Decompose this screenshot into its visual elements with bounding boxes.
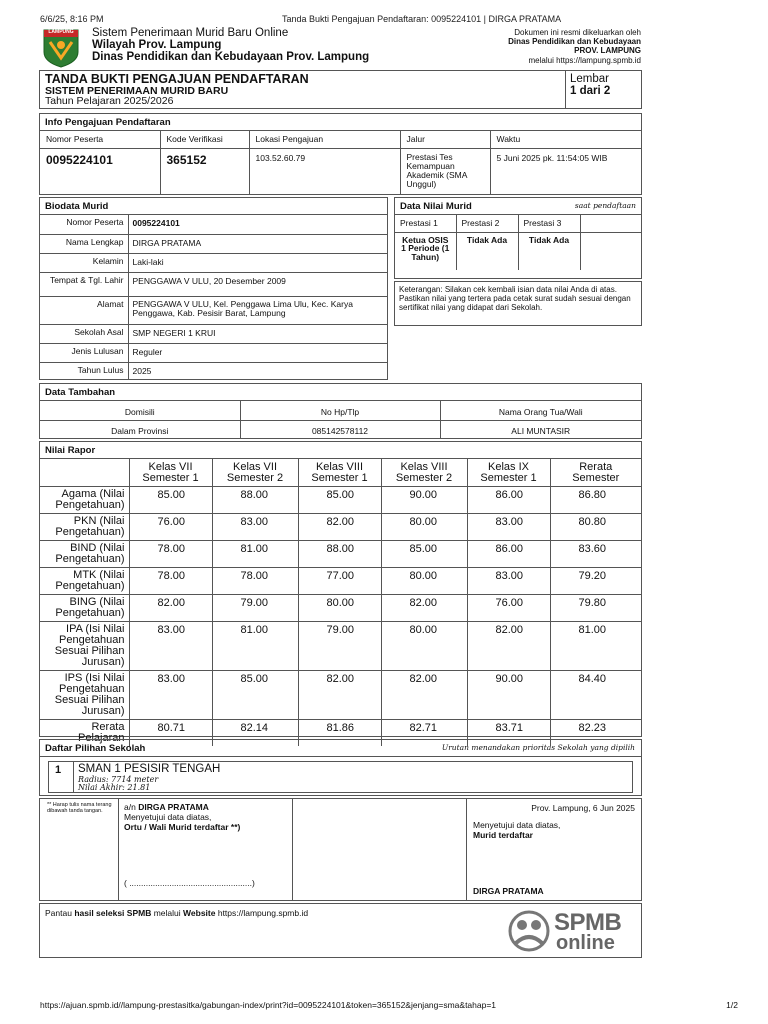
prestasi-value (580, 232, 641, 270)
rapor-value: 77.00 (298, 568, 381, 595)
print-url: https://ajuan.spmb.id//lampung-prestasitka/gabungan-index/print?id=0095224101&token=365152&jenjang=sma&tahap=1 (40, 1000, 497, 1010)
header-right (508, 28, 641, 65)
title-main: TANDA BUKTI PENGAJUAN PENDAFTARAN (45, 72, 309, 86)
print-datetime: 6/6/25, 8:16 PM (40, 14, 104, 24)
rapor-value: 88.00 (298, 541, 381, 568)
header-right-line4: melalui https://lampung.spmb.id (528, 55, 641, 65)
prestasi-header: Prestasi 3 (518, 215, 580, 232)
rapor-value: 80.71 (129, 720, 212, 747)
signature-an-name: DIRGA PRATAMA (138, 802, 209, 812)
rapor-table (40, 459, 641, 746)
rapor-col-header: Kelas VIII Semester 2 (381, 459, 467, 487)
rapor-value: 78.00 (129, 568, 212, 595)
pilihan-radius: Radius: 7714 meter (78, 775, 159, 784)
header-right-line2: Dinas Pendidikan dan Kebudayaan (508, 37, 641, 47)
footer-pantau-mid: melalui (153, 908, 181, 918)
bio-key: Alamat (40, 296, 128, 324)
rapor-value: 83.00 (129, 671, 212, 720)
info-section (39, 113, 642, 195)
rapor-subject: BIND (Nilai Pengetahuan) (40, 541, 129, 568)
rapor-row (40, 622, 641, 671)
pilihan-heading: Daftar Pilihan Sekolah (45, 743, 146, 754)
footer-pantau-bold2: Website (183, 908, 216, 918)
rapor-value: 80.00 (298, 595, 381, 622)
pilihan-nilai-akhir: Nilai Akhir: 21.81 (78, 783, 151, 792)
rapor-value: 82.00 (298, 671, 381, 720)
footer-pantau (45, 908, 308, 918)
rapor-value: 79.00 (298, 622, 381, 671)
biodata-table (40, 215, 387, 380)
print-page: 1/2 (726, 1000, 738, 1010)
nilai-murid-note: saat pendaftaan (574, 201, 636, 210)
info-nomor: 0095224101 (40, 149, 160, 195)
rapor-col-header: Kelas IX Semester 1 (467, 459, 550, 487)
rapor-subject: PKN (Nilai Pengetahuan) (40, 514, 129, 541)
rapor-value: 79.00 (212, 595, 298, 622)
bio-value: SMP NEGERI 1 KRUI (128, 324, 387, 343)
bio-key: Jenis Lulusan (40, 343, 128, 362)
prestasi-header: Prestasi 1 (395, 215, 456, 232)
info-header-kode: Kode Verifikasi (160, 131, 249, 149)
spmb-online-logo (506, 909, 638, 955)
header-dept: Dinas Pendidikan dan Kebudayaan Prov. Lampung (92, 51, 370, 63)
signature-murid-name: DIRGA PRATAMA (473, 886, 544, 896)
lampung-logo (42, 28, 80, 68)
signature-an-prefix: a/n (124, 802, 136, 812)
pilihan-note: Urutan menandakan prioritas Sekolah yang dipilih (441, 743, 635, 752)
rapor-row (40, 595, 641, 622)
keterangan-text: Keterangan: Silakan cek kembali isian data nilai Anda di atas. Pastikan nilai yang tertera pada cetak surat sudah sesuai dengan sertifikat nilai yang didapat dari Sekolah. (399, 285, 631, 312)
rapor-row (40, 671, 641, 720)
rapor-row (40, 487, 641, 514)
rapor-corner (40, 459, 129, 487)
rapor-value: 85.00 (129, 487, 212, 514)
rapor-value: 85.00 (298, 487, 381, 514)
info-lokasi: 103.52.60.79 (249, 149, 400, 195)
rapor-value: 82.71 (381, 720, 467, 747)
rapor-value: 90.00 (381, 487, 467, 514)
prestasi-header (580, 215, 641, 232)
rapor-value: 83.00 (129, 622, 212, 671)
rapor-value: 80.00 (381, 568, 467, 595)
rapor-value: 82.23 (578, 722, 607, 734)
prestasi-header: Prestasi 2 (456, 215, 518, 232)
tambahan-header-ortu: Nama Orang Tua/Wali (440, 401, 641, 420)
rapor-value: 82.00 (381, 595, 467, 622)
biodata-section (39, 197, 388, 380)
rapor-value: 86.80 (550, 487, 641, 514)
nilai-murid-heading: Data Nilai Murid (400, 201, 472, 212)
rapor-value: 80.00 (381, 622, 467, 671)
rapor-value: 78.00 (129, 541, 212, 568)
info-heading: Info Pengajuan Pendaftaran (40, 114, 641, 131)
logo-online-text: online (556, 932, 615, 954)
rapor-value: 82.00 (381, 671, 467, 720)
signature-murid-label: Murid terdaftar (473, 830, 533, 840)
bio-key: Nomor Peserta (40, 215, 128, 234)
rapor-subject: BING (Nilai Pengetahuan) (40, 595, 129, 622)
info-header-nomor: Nomor Peserta (40, 131, 160, 149)
rapor-value: 81.00 (212, 622, 298, 671)
footer-section (39, 903, 642, 958)
rapor-value: 90.00 (467, 671, 550, 720)
info-header-lokasi: Lokasi Pengajuan (249, 131, 400, 149)
prestasi-value: Tidak Ada (456, 232, 518, 270)
tambahan-ortu: ALI MUNTASIR (511, 426, 571, 437)
rapor-value: 86.00 (467, 487, 550, 514)
header-region: Wilayah Prov. Lampung (92, 39, 222, 51)
rapor-value: 82.00 (467, 622, 550, 671)
rapor-col-header: Rerata Semester (550, 459, 641, 487)
rapor-col-header: Kelas VII Semester 1 (129, 459, 212, 487)
sheet-value: 1 dari 2 (570, 84, 611, 97)
rapor-col-header: Kelas VII Semester 2 (212, 459, 298, 487)
signature-agree2: Menyetujui data diatas, (473, 820, 561, 830)
info-waktu: 5 Juni 2025 pk. 11:54:05 WIB (496, 153, 608, 163)
prestasi-value: Tidak Ada (518, 232, 580, 270)
bio-key: Tahun Lulus (40, 362, 128, 380)
biodata-heading: Biodata Murid (40, 198, 387, 215)
info-jalur: Prestasi Tes Kemampuan Akademik (SMA Unggul) (400, 149, 490, 195)
logo-text: LAMPUNG (48, 29, 74, 35)
bio-value: PENGGAWA V ULU, 20 Desember 2009 (128, 272, 387, 296)
rapor-value: 80.00 (381, 514, 467, 541)
rapor-col-header: Kelas VIII Semester 1 (298, 459, 381, 487)
rapor-value: 79.20 (550, 568, 641, 595)
footer-pantau-bold1: hasil seleksi SPMB (74, 908, 152, 918)
signature-dots: ( ....................................................) (124, 878, 255, 888)
rapor-value: 76.00 (467, 595, 550, 622)
rapor-value: 82.14 (212, 720, 298, 747)
pilihan-school: SMAN 1 PESISIR TENGAH (78, 763, 221, 775)
rapor-row (40, 514, 641, 541)
nilai-murid-section (394, 197, 642, 279)
header-right-line3: PROV. LAMPUNG (574, 46, 641, 56)
info-header-waktu: Waktu (490, 131, 641, 149)
bio-key: Sekolah Asal (40, 324, 128, 343)
rapor-subject: Rerata Pelajaran (40, 720, 129, 747)
tambahan-domisili: Dalam Provinsi (40, 420, 240, 439)
prestasi-value: Ketua OSIS 1 Periode (1 Tahun) (395, 232, 456, 270)
rapor-value: 81.00 (550, 622, 641, 671)
header-system: Sistem Penerimaan Murid Baru Online (92, 27, 289, 39)
prestasi-table (395, 215, 641, 270)
rapor-value: 88.00 (212, 487, 298, 514)
tambahan-section (39, 383, 642, 439)
rapor-subject: Agama (Nilai Pengetahuan) (40, 487, 129, 514)
rapor-value: 80.80 (550, 514, 641, 541)
sheet-label: Lembar (570, 73, 609, 85)
rapor-value: 83.00 (467, 568, 550, 595)
bio-key: Tempat & Tgl. Lahir (40, 272, 128, 296)
footer-pantau-pre: Pantau (45, 908, 72, 918)
rapor-subject: IPA (Isi Nilai Pengetahuan Sesuai Pilihan Jurusan) (40, 622, 129, 671)
tambahan-table (40, 401, 641, 439)
rapor-row (40, 541, 641, 568)
footer-pantau-url: https://lampung.spmb.id (217, 908, 309, 918)
rapor-value: 85.00 (381, 541, 467, 568)
bio-key: Kelamin (40, 253, 128, 272)
signature-note: ** Harap tulis nama terang dibawah tanda tangan. (47, 802, 112, 815)
rapor-value: 83.71 (467, 720, 550, 747)
rapor-heading: Nilai Rapor (40, 442, 641, 459)
title-box (39, 70, 642, 109)
rapor-subject: MTK (Nilai Pengetahuan) (40, 568, 129, 595)
rapor-value: 81.86 (298, 720, 381, 747)
print-tab-title: Tanda Bukti Pengajuan Pendaftaran: 0095224101 | DIRGA PRATAMA (282, 14, 562, 24)
logo-spmb-text: SPMB (554, 909, 622, 936)
signature-agree: Menyetujui data diatas, (124, 811, 212, 822)
bio-key: Nama Lengkap (40, 234, 128, 253)
pilihan-number: 1 (55, 764, 62, 776)
bio-value: 0095224101 (128, 215, 387, 234)
pilihan-heading-row (40, 740, 641, 757)
title-year: Tahun Pelajaran 2025/2026 (45, 95, 174, 107)
rapor-value: 83.00 (212, 514, 298, 541)
rapor-section (39, 441, 642, 744)
bio-value: Laki-laki (128, 253, 387, 272)
signature-place-date: Prov. Lampung, 6 Jun 2025 (531, 803, 635, 813)
nilai-murid-heading-row (395, 198, 641, 215)
rapor-row (40, 568, 641, 595)
rapor-value: 83.00 (467, 514, 550, 541)
rapor-value: 86.00 (467, 541, 550, 568)
header-right-line1: Dokumen ini resmi dikeluarkan oleh (514, 28, 641, 37)
tambahan-header-hp: No Hp/Tlp (240, 401, 440, 420)
rapor-value: 83.60 (550, 541, 641, 568)
signature-section (39, 798, 642, 901)
rapor-value: 76.00 (129, 514, 212, 541)
rapor-value: 79.80 (550, 595, 641, 622)
tambahan-header-domisili: Domisili (40, 401, 240, 420)
rapor-value: 84.40 (550, 671, 641, 720)
rapor-value: 85.00 (212, 671, 298, 720)
pilihan-section (39, 739, 642, 796)
bio-value: PENGGAWA V ULU, Kel. Penggawa Lima Ulu, Kec. Karya Penggawa, Kab. Pesisir Barat, Lampung (128, 296, 387, 324)
rapor-value: 81.00 (212, 541, 298, 568)
rapor-value: 78.00 (212, 568, 298, 595)
keterangan-box (394, 281, 642, 326)
bio-value: DIRGA PRATAMA (128, 234, 387, 253)
rapor-subject: IPS (Isi Nilai Pengetahuan Sesuai Pilihan Jurusan) (40, 671, 129, 720)
tambahan-hp: 085142578112 (240, 420, 440, 439)
rapor-value: 82.00 (129, 595, 212, 622)
rapor-value: 82.00 (298, 514, 381, 541)
bio-value: Reguler (128, 343, 387, 362)
tambahan-heading: Data Tambahan (40, 384, 641, 401)
signature-ortu-label: Ortu / Wali Murid terdaftar **) (124, 821, 241, 832)
info-kode: 365152 (160, 149, 249, 195)
bio-value: 2025 (132, 365, 152, 376)
title-sub: SISTEM PENERIMAAN MURID BARU (45, 84, 229, 97)
info-header-jalur: Jalur (400, 131, 490, 149)
info-table (40, 131, 641, 195)
